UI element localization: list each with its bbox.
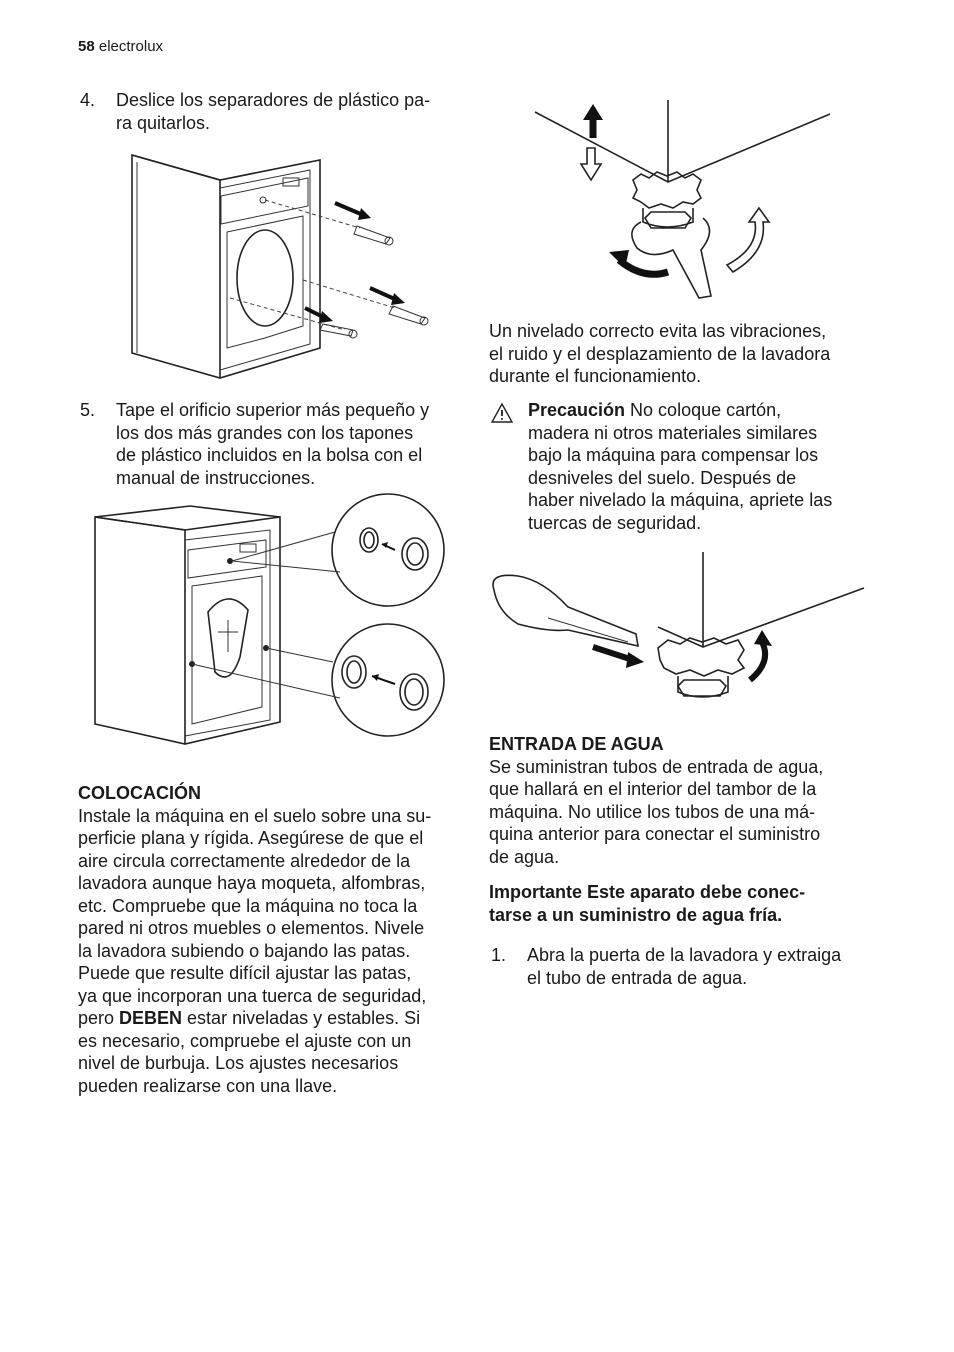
text-segment: No coloque cartón,: [625, 400, 782, 420]
text-line: aire circula correctamente alrededor de la: [78, 850, 411, 871]
caution-label: Precaución: [528, 400, 626, 420]
step-text: ra quitarlos.: [116, 112, 211, 133]
step-text: el tubo de entrada de agua.: [527, 967, 748, 988]
text-line: ya que incorporan una tuerca de seguridad,: [78, 985, 427, 1006]
step-text: los dos más grandes con los tapones: [116, 422, 414, 443]
remove-spacers-illustration: [125, 148, 445, 383]
text-line: nivel de burbuja. Los ajustes necesarios: [78, 1053, 399, 1073]
leveling-paragraph: [489, 320, 889, 388]
brand-name: electrolux: [98, 38, 164, 55]
emphasis: DEBEN: [119, 1008, 183, 1028]
text-line: máquina. No utilice los tubos de una má-: [489, 801, 816, 822]
text-line: de agua.: [489, 846, 560, 867]
text-line: Puede que resulte difícil ajustar las patas,: [78, 963, 412, 983]
text-line: Importante Este aparato debe conec-: [489, 882, 806, 902]
text-line: es necesario, compruebe el ajuste con un: [78, 1030, 412, 1051]
text-line: durante el funcionamiento.: [489, 366, 702, 386]
text-line: Se suministran tubos de entrada de agua,: [489, 756, 824, 777]
step-text: manual de instrucciones.: [116, 467, 316, 488]
text-line: Un nivelado correcto evita las vibraciones,: [489, 321, 827, 341]
text-segment: estar niveladas y estables. Si: [182, 1008, 421, 1028]
text-line: tarse a un suministro de agua fría.: [489, 904, 783, 925]
text-line: la lavadora subiendo o bajando las patas.: [78, 940, 411, 961]
step-text: Deslice los separadores de plástico pa-: [116, 90, 431, 110]
text-line: desniveles del suelo. Después de: [528, 467, 797, 488]
step-text: de plástico incluidos en la bolsa con el: [116, 445, 423, 465]
text-line: madera ni otros materiales similares: [528, 422, 818, 443]
section-heading: ENTRADA DE AGUA: [489, 734, 664, 754]
step-text: Tape el orificio superior más pequeño y: [116, 400, 430, 420]
step-number: 4.: [80, 90, 96, 110]
paragraph: [78, 805, 468, 1098]
wrench-tightening-illustration: [488, 552, 868, 712]
text-line: pared ni otros muebles o elementos. Nivele: [78, 918, 425, 938]
text-line: [78, 1007, 468, 1030]
caution-note: [528, 399, 888, 534]
text-line: lavadora aunque haya moqueta, alfombras,: [78, 873, 426, 893]
warning-icon: [490, 402, 514, 424]
page-number: 58: [78, 38, 95, 55]
text-line: [528, 399, 888, 422]
text-line: pueden realizarse con una llave.: [78, 1075, 338, 1096]
text-line: haber nivelado la máquina, apriete las: [528, 490, 833, 510]
colocacion-section: [78, 782, 468, 1097]
text-line: el ruido y el desplazamiento de la lavadora: [489, 343, 831, 364]
step-text: Abra la puerta de la lavadora y extraiga: [527, 945, 842, 965]
text-line: quina anterior para conectar el suministro: [489, 824, 821, 844]
text-segment: pero: [78, 1008, 120, 1028]
plug-holes-illustration: [90, 492, 445, 754]
text-line: tuercas de seguridad.: [528, 512, 702, 533]
entrada-section: [489, 733, 889, 926]
step-number: 5.: [80, 400, 96, 420]
step-number: 1.: [491, 945, 507, 965]
text-line: Instale la máquina en el suelo sobre una su-: [78, 805, 432, 826]
section-heading: COLOCACIÓN: [78, 783, 201, 803]
page-header: [78, 38, 163, 55]
text-line: etc. Compruebe que la máquina no toca la: [78, 895, 418, 916]
text-line: bajo la máquina para compensar los: [528, 445, 819, 465]
text-line: perficie plana y rígida. Asegúrese de que el: [78, 828, 424, 848]
leveling-feet-illustration: [533, 100, 833, 305]
text-line: que hallará en el interior del tambor de la: [489, 779, 817, 799]
important-note: [489, 881, 889, 926]
